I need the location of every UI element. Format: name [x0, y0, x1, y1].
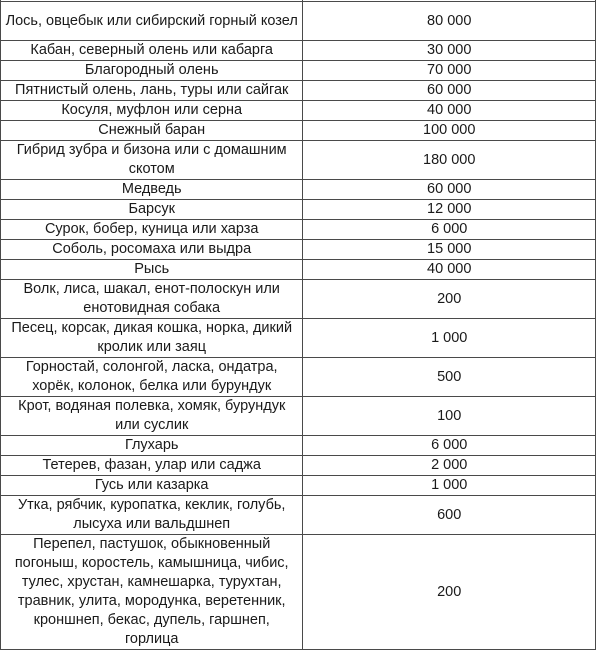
table-cell-name: Пятнистый олень, лань, туры или сайгак [1, 81, 303, 101]
table-row [1, 101, 596, 121]
table-cell-value: 6 000 [303, 436, 596, 456]
table-row [1, 81, 596, 101]
table-row [1, 456, 596, 476]
table-cell-value: 80 000 [303, 2, 596, 41]
table-cell-value: 600 [303, 496, 596, 535]
table-cell-name: Глухарь [1, 436, 303, 456]
table-row [1, 141, 596, 180]
table-cell-value: 30 000 [303, 41, 596, 61]
table-cell-value: 100 [303, 397, 596, 436]
table-cell-name: Перепел, пастушок, обыкновенный погоныш, коростель, камышница, чибис, тулес, хрустан, камнешарка, турухтан, травник, улита, мородунка, веретенник, кроншнеп, бекас, дупель, гаршнеп, горлица [1, 535, 303, 650]
table-cell-name: Кабан, северный олень или кабарга [1, 41, 303, 61]
table-row [1, 319, 596, 358]
table-row [1, 200, 596, 220]
table-row [1, 358, 596, 397]
table-row [1, 436, 596, 456]
table-cell-value: 200 [303, 280, 596, 319]
table-cell-name: Тетерев, фазан, улар или саджа [1, 456, 303, 476]
table-cell-value: 15 000 [303, 240, 596, 260]
table-row [1, 121, 596, 141]
table-cell-value: 1 000 [303, 319, 596, 358]
table-cell-value: 200 [303, 535, 596, 650]
table-cell-name: Гусь или казарка [1, 476, 303, 496]
table-cell-name: Гибрид зубра и бизона или с домашним скотом [1, 141, 303, 180]
table-cell-name: Рысь [1, 260, 303, 280]
table-row [1, 41, 596, 61]
table-row [1, 535, 596, 650]
table-row [1, 397, 596, 436]
table-row [1, 220, 596, 240]
table-row [1, 496, 596, 535]
table-cell-name: Утка, рябчик, куропатка, кеклик, голубь, лысуха или вальдшнеп [1, 496, 303, 535]
table-cell-name: Крот, водяная полевка, хомяк, бурундук или суслик [1, 397, 303, 436]
table-cell-value: 500 [303, 358, 596, 397]
table-row [1, 476, 596, 496]
table-cell-value: 100 000 [303, 121, 596, 141]
table-cell-value: 40 000 [303, 101, 596, 121]
table-cell-name: Соболь, росомаха или выдра [1, 240, 303, 260]
table-cell-name: Песец, корсак, дикая кошка, норка, дикий кролик или заяц [1, 319, 303, 358]
table-cell-value: 40 000 [303, 260, 596, 280]
table-row [1, 240, 596, 260]
table-cell-value: 12 000 [303, 200, 596, 220]
table-cell-name: Косуля, муфлон или серна [1, 101, 303, 121]
table-cell-value: 1 000 [303, 476, 596, 496]
table-cell-name: Снежный баран [1, 121, 303, 141]
table-row [1, 180, 596, 200]
table-cell-name: Медведь [1, 180, 303, 200]
table-cell-name: Барсук [1, 200, 303, 220]
table-cell-name: Благородный олень [1, 61, 303, 81]
table-cell-value: 60 000 [303, 180, 596, 200]
table-cell-name: Сурок, бобер, куница или харза [1, 220, 303, 240]
table-row [1, 260, 596, 280]
table-row [1, 2, 596, 41]
table-cell-value: 2 000 [303, 456, 596, 476]
table-cell-value: 6 000 [303, 220, 596, 240]
table-row [1, 61, 596, 81]
table-cell-name: Волк, лиса, шакал, енот-полоскун или енотовидная собака [1, 280, 303, 319]
table-cell-name: Лось, овцебык или сибирский горный козел [1, 2, 303, 41]
table-cell-name: Горностай, солонгой, ласка, ондатра, хорёк, колонок, белка или бурундук [1, 358, 303, 397]
table-cell-value: 60 000 [303, 81, 596, 101]
table-cell-value: 180 000 [303, 141, 596, 180]
table-row [1, 280, 596, 319]
table-cell-value: 70 000 [303, 61, 596, 81]
